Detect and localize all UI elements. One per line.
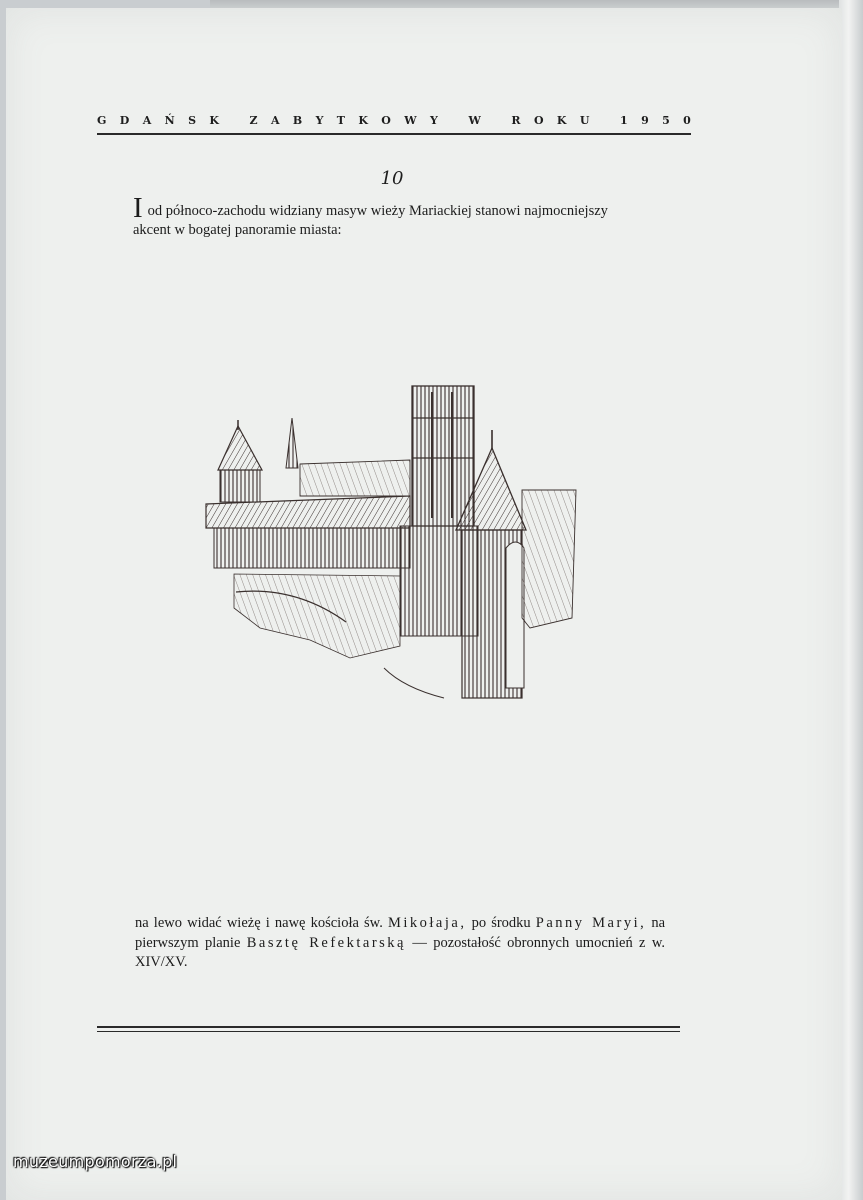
running-head-char: G — [97, 114, 107, 127]
running-head-char: A — [142, 114, 152, 127]
left-tower — [218, 420, 262, 502]
illustration-caption — [135, 914, 665, 973]
caption-name-bastion: Basztę Refektarską — [246, 934, 406, 951]
running-head-char — [232, 114, 236, 127]
running-head-char — [603, 114, 607, 127]
intro-paragraph — [133, 192, 663, 240]
running-head-char: 1 — [620, 114, 628, 127]
caption-name-mary: Panny Maryi, — [535, 915, 647, 931]
running-head-char — [451, 114, 455, 127]
running-head-char: K — [209, 114, 219, 127]
running-head-char: K — [556, 114, 567, 127]
running-head-char: B — [292, 114, 303, 127]
running-head-char: Y — [315, 114, 324, 127]
running-head-char: U — [579, 114, 590, 127]
caption-name-nicholas: Mikołaja, — [387, 915, 467, 931]
running-head-char: Y — [430, 114, 438, 127]
running-head-char: W — [404, 114, 417, 127]
running-head — [97, 114, 691, 127]
footer-rule-thick — [97, 1026, 680, 1028]
running-head-char: Ń — [164, 114, 175, 127]
running-head-char: K — [358, 114, 368, 127]
running-head-char: D — [119, 114, 130, 127]
intro-line-2: akcent w bogatej panoramie miasta: — [133, 222, 342, 238]
running-head-char — [494, 114, 498, 127]
running-head-char: T — [336, 114, 345, 127]
footer-rule-thin — [97, 1031, 680, 1032]
church-sketch-illustration — [200, 378, 584, 714]
watermark: muzeumpomorza.pl — [13, 1152, 178, 1171]
caption-text-4: — pozostałość obronnych umocnień z w. XIV/XV. — [135, 934, 665, 970]
page-number: 10 — [380, 168, 404, 189]
running-head-char: O — [533, 114, 544, 127]
caption-text-1: na lewo widać wieżę i nawę kościoła św. — [135, 915, 383, 931]
drop-cap: I — [133, 192, 143, 224]
running-head-char: O — [381, 114, 391, 127]
running-head-char: A — [270, 114, 280, 127]
running-head-char: 5 — [662, 114, 670, 127]
caption-text-3: na pierwszym planie — [135, 915, 666, 951]
intro-line-1: od północo-zachodu widziany masyw wieży Mariackiej stanowi najmocniejszy — [147, 203, 608, 219]
running-head-char: 9 — [641, 114, 649, 127]
header-rule — [97, 133, 691, 135]
running-head-char: S — [188, 114, 197, 127]
caption-text-2: po środku — [471, 915, 531, 931]
running-head-char: W — [468, 114, 481, 127]
page-edge — [839, 0, 863, 1200]
running-head-char: R — [511, 114, 521, 127]
running-head-char: 0 — [683, 114, 691, 127]
running-head-char: Z — [249, 114, 258, 127]
